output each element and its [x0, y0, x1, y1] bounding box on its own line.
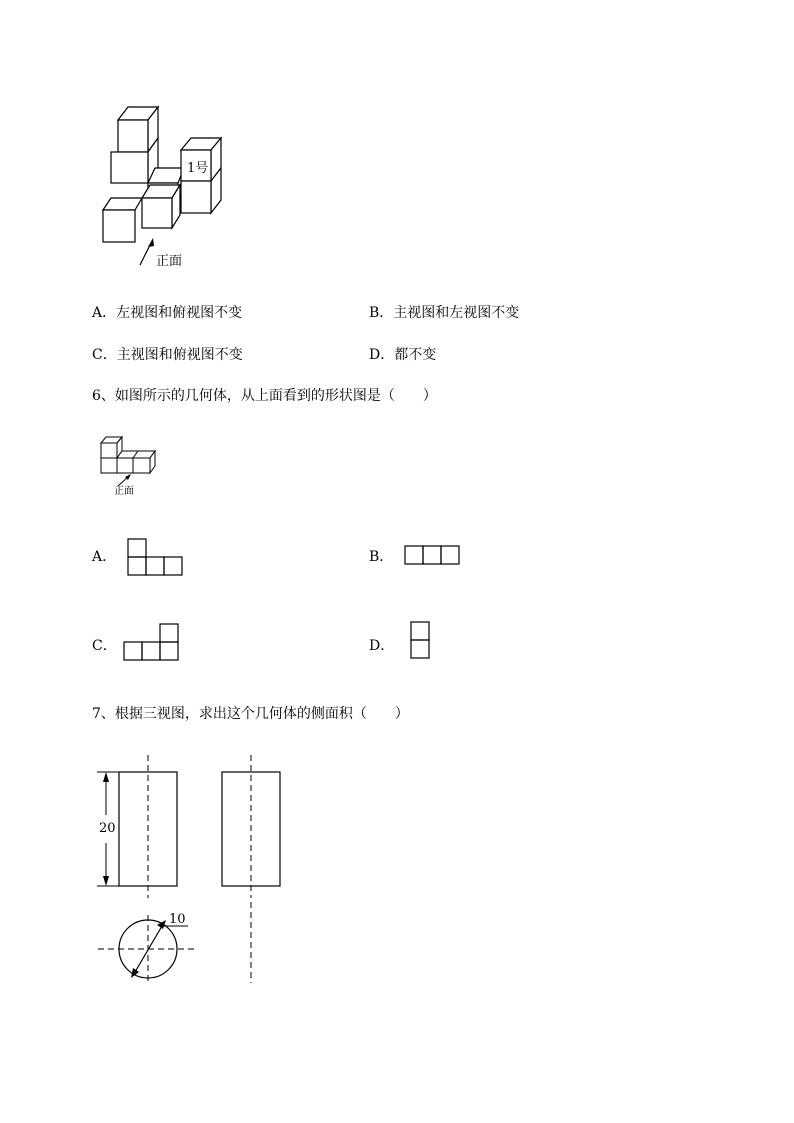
option-letter: A．	[92, 305, 117, 321]
option-letter: D．	[369, 347, 395, 363]
option-letter: C．	[92, 347, 117, 363]
diameter-label: 10	[169, 912, 186, 927]
option-letter: B．	[369, 305, 394, 321]
q6-front-label: 正面	[114, 486, 134, 497]
option-text: 主视图和俯视图不变	[116, 347, 243, 363]
q6-option-a-letter[interactable]: A．	[92, 549, 117, 565]
front-label: 正面	[156, 254, 183, 269]
option-text: 左视图和俯视图不变	[116, 305, 243, 321]
option-text: 都不变	[394, 347, 437, 363]
q6-option-d-letter[interactable]: D．	[369, 638, 395, 654]
q6-option-c-letter[interactable]: C．	[92, 638, 117, 654]
cube-number-label: 1号	[187, 161, 209, 176]
q6-option-b-letter[interactable]: B．	[369, 549, 394, 565]
option-text: 主视图和左视图不变	[393, 305, 520, 321]
q7-question: 7、根据三视图，求出这个几何体的侧面积（ ）	[92, 706, 409, 722]
height-label: 20	[99, 821, 116, 836]
q6-question: 6、如图所示的几何体，从上面看到的形状图是（ ）	[92, 388, 437, 404]
